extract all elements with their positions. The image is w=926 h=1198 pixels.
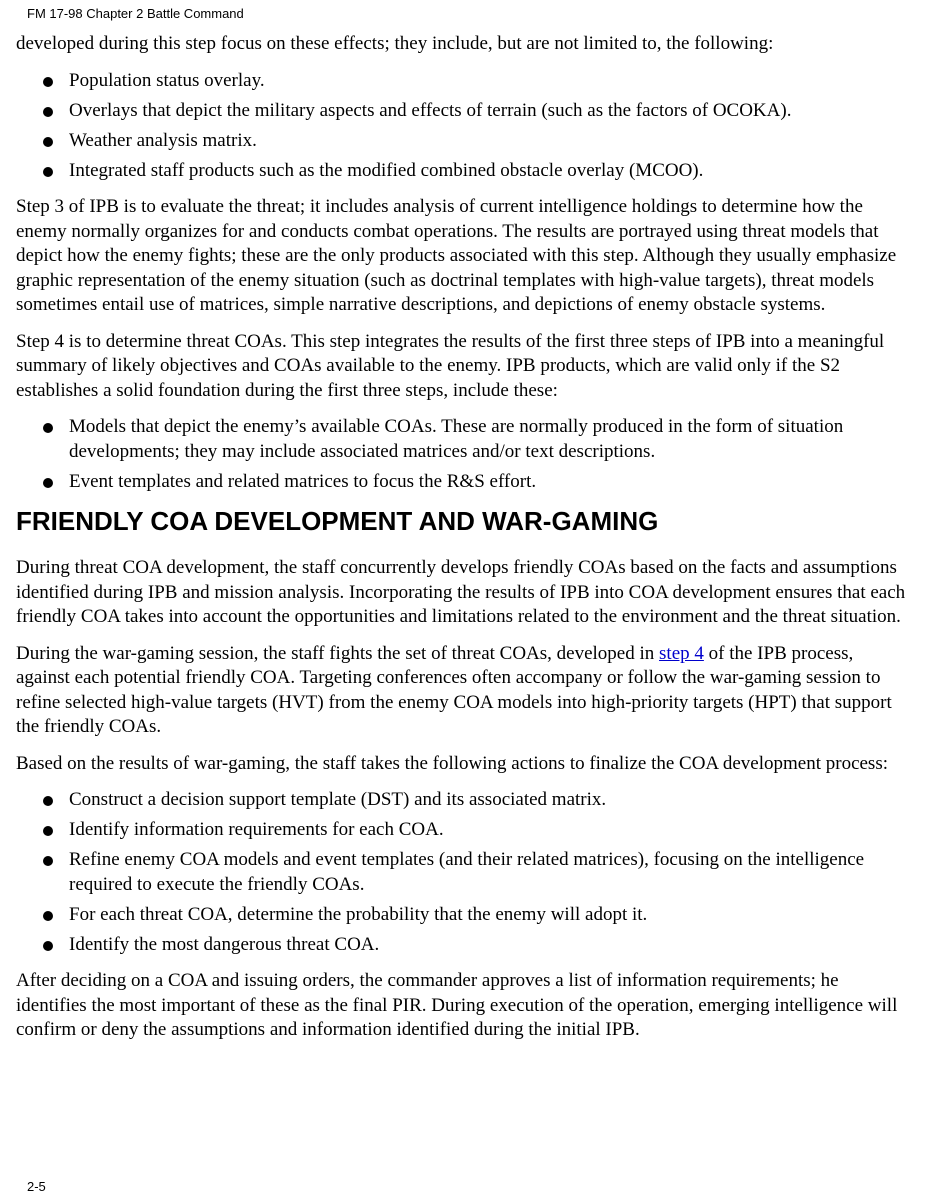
paragraph-based-on-results: Based on the results of war-gaming, the staff takes the following actions to finalize the COA development process:: [16, 752, 888, 774]
list-item: [16, 415, 910, 464]
list-item: [16, 129, 910, 154]
list-item: [16, 159, 910, 184]
list-item-text: Integrated staff products such as the modified combined obstacle overlay (MCOO).: [69, 159, 704, 181]
wargaming-text-end: of the IPB process, against each potential friendly COA. Targeting conferences often accompany or follow the war-gaming session to refine selected high-value targets (HVT) from the enemy COA models into high-priority targets (HPT) that support the friendly COAs.: [16, 642, 892, 737]
list-item: [16, 903, 910, 928]
list-item: [16, 818, 910, 843]
bullet-icon: [43, 137, 53, 147]
running-header: FM 17-98 Chapter 2 Battle Command: [27, 6, 244, 21]
list-item: [16, 788, 910, 813]
paragraph-intro: developed during this step focus on these effects; they include, but are not limited to, the following:: [16, 33, 774, 54]
list-item: [16, 69, 910, 94]
list-item-text: Identify information requirements for each COA.: [69, 819, 444, 840]
page-content: [16, 32, 910, 1055]
list-step2-products: [16, 69, 910, 184]
list-item: [16, 99, 910, 124]
bullet-icon: [43, 423, 53, 433]
bullet-icon: [43, 941, 53, 951]
paragraph-wargaming: [16, 642, 910, 740]
list-item-text: For each threat COA, determine the probability that the enemy will adopt it.: [69, 903, 648, 925]
list-item-text: Identify the most dangerous threat COA.: [69, 933, 380, 955]
page-number: 2-5: [27, 1179, 46, 1194]
paragraph-step4: Step 4 is to determine threat COAs. This step integrates the results of the first three steps of IPB into a meaningful summary of likely objectives and COAs available to the enemy. IPB products, which are valid only if the S2 establishes a solid foundation during the first three steps, include these:: [16, 330, 885, 401]
bullet-icon: [43, 478, 53, 488]
list-item-text: Event templates and related matrices to focus the R&S effort.: [69, 470, 537, 492]
list-finalize-actions: [16, 788, 910, 957]
paragraph-friendly-coa: During threat COA development, the staff concurrently develops friendly COAs based on the facts and assumptions identified during IPB and mission analysis. Incorporating the results of IPB into COA development ensures that each friendly COA takes into account the opportunities and limitations related to the environment and the threat situation.: [16, 557, 906, 627]
section-heading: FRIENDLY COA DEVELOPMENT AND WAR-GAMING: [16, 506, 659, 536]
bullet-icon: [43, 826, 53, 836]
list-item-text: Models that depict the enemy’s available COAs. These are normally produced in the form of situation developments; they may include associated matrices and/or text descriptions.: [69, 416, 844, 462]
bullet-icon: [43, 107, 53, 117]
bullet-icon: [43, 856, 53, 866]
bullet-icon: [43, 167, 53, 177]
list-item: [16, 848, 910, 897]
list-step4-products: [16, 415, 910, 494]
list-item: [16, 470, 910, 495]
bullet-icon: [43, 911, 53, 921]
bullet-icon: [43, 77, 53, 87]
paragraph-after-deciding: After deciding on a COA and issuing orders, the commander approves a list of information requirements; he identifies the most important of these as the final PIR. During execution of the operation, emerging intelligence will confirm or deny the assumptions and information identified during the initial IPB.: [16, 970, 898, 1040]
step-4-link[interactable]: step 4: [659, 642, 704, 664]
list-item-text: Population status overlay.: [69, 69, 265, 91]
list-item: [16, 933, 910, 958]
list-item-text: Refine enemy COA models and event templates (and their related matrices), focusing on the intelligence required to execute the friendly COAs.: [69, 849, 865, 895]
list-item-text: Weather analysis matrix.: [69, 129, 257, 151]
list-item-text: Construct a decision support template (DST) and its associated matrix.: [69, 789, 607, 810]
wargaming-text-start: During the war-gaming session, the staff fights the set of threat COAs, developed in: [16, 642, 660, 664]
list-item-text: Overlays that depict the military aspects and effects of terrain (such as the factors of OCOKA).: [69, 99, 792, 121]
paragraph-step3: Step 3 of IPB is to evaluate the threat; it includes analysis of current intelligence holdings to determine how the enemy normally organizes for and conducts combat operations. The results are portrayed using threat models that depict how the enemy fights; these are the only products associated with this step. Although they usually emphasize graphic representation of the enemy situation (such as doctrinal templates with high-value targets), threat models sometimes entail use of matrices, simple narrative descriptions, and depictions of enemy obstacle systems.: [16, 196, 897, 315]
bullet-icon: [43, 796, 53, 806]
